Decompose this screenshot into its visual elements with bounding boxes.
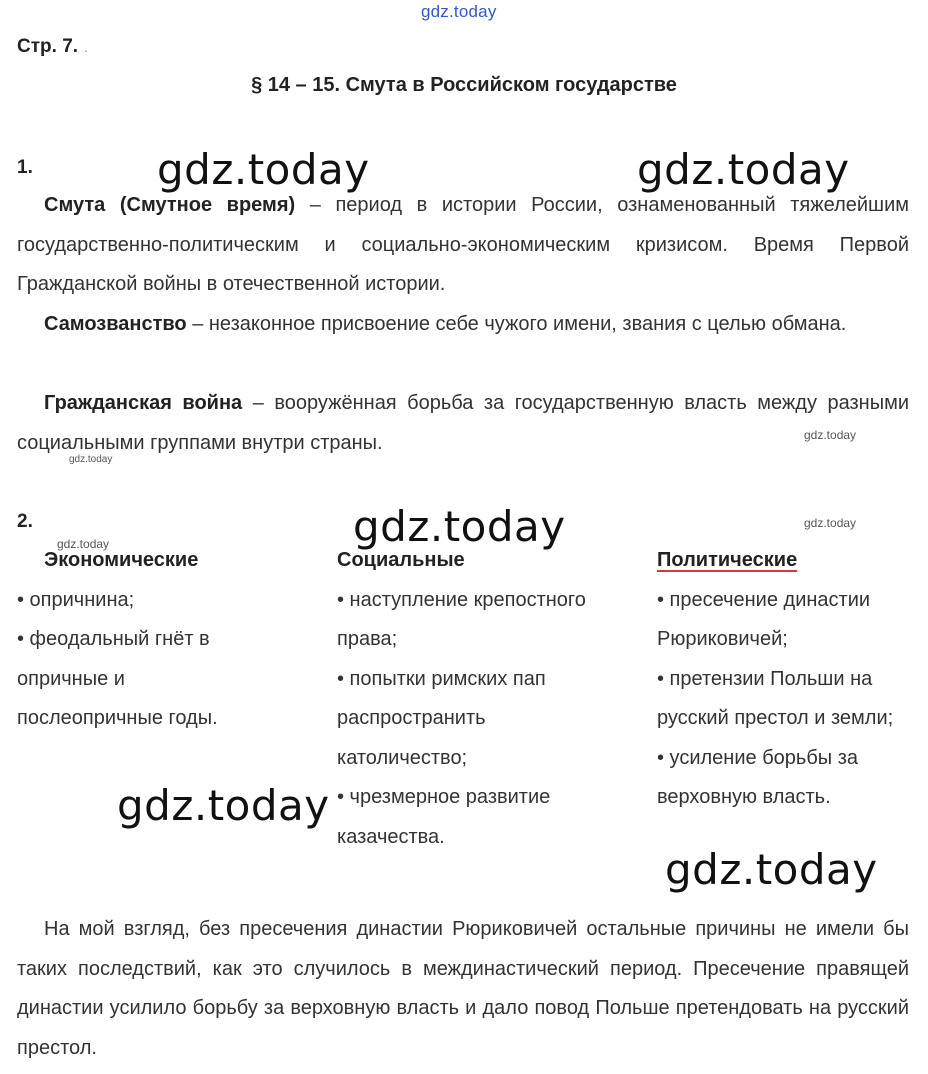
watermark-large-5: gdz.today bbox=[665, 845, 878, 894]
watermark-small-1: gdz.today bbox=[804, 428, 857, 442]
definition-text: – период в истории России, ознаменованный тяжелейшим государственно-политическим и социально-экономическим кризисом. Время Первой Гражданской войны в отечественной истории. bbox=[17, 194, 909, 295]
section-2-number: 2. bbox=[17, 511, 33, 532]
definition-text: – незаконное присвоение себе чужого имени, звания с целью обмана. bbox=[186, 313, 847, 335]
section-1-number: 1. bbox=[17, 157, 33, 178]
page-reference bbox=[17, 36, 88, 58]
column-heading-social: Социальные bbox=[337, 549, 465, 571]
definition-text: – вооружённая борьба за государственную власть между разными социальными группами внутри страны. bbox=[17, 392, 909, 454]
watermark-large-4: gdz.today bbox=[117, 781, 330, 830]
column-social bbox=[337, 541, 597, 857]
definition-smuta bbox=[17, 186, 909, 305]
watermark-large-3: gdz.today bbox=[353, 502, 566, 551]
conclusion-paragraph bbox=[17, 910, 909, 1068]
column-list-social bbox=[337, 581, 597, 858]
list-item: • усиление борьбы за верховную власть. bbox=[657, 746, 858, 808]
conclusion-text: На мой взгляд, без пресечения династии Рюриковичей остальные причины не имели бы таких последствий, как это случилось в междинастический период. Пресечение правящей династии усилило борьбу за верховную власть и дало повод Польше претендовать на русский престол. bbox=[17, 918, 909, 1059]
watermark-large-1: gdz.today bbox=[157, 145, 370, 194]
column-heading-political: Политические bbox=[657, 549, 798, 571]
page-reference-mark: . bbox=[84, 39, 88, 55]
definition-term: Гражданская война bbox=[44, 392, 243, 414]
header-watermark: gdz.today bbox=[421, 2, 497, 21]
list-item: • опричнина; bbox=[17, 588, 135, 611]
watermark-large-2: gdz.today bbox=[637, 145, 850, 194]
definition-term: Самозванство bbox=[44, 313, 187, 335]
list-item: • феодальный гнёт в опричные и послеопричные годы. bbox=[17, 628, 218, 729]
column-list-economic bbox=[17, 581, 297, 739]
column-political bbox=[657, 541, 917, 818]
list-item: • наступление крепостного права; bbox=[337, 588, 586, 650]
page-title: § 14 – 15. Смута в Российском государстве bbox=[251, 74, 677, 96]
watermark-small-3: gdz.today bbox=[804, 516, 857, 530]
definition-civil-war bbox=[17, 384, 909, 463]
watermark-small-4: gdz.today bbox=[57, 537, 110, 551]
list-item: • попытки римских пап распространить католичество; bbox=[337, 667, 546, 769]
list-item: • претензии Польши на русский престол и земли; bbox=[657, 667, 894, 729]
watermark-small-2: gdz.today bbox=[69, 454, 113, 465]
column-economic bbox=[17, 541, 297, 739]
definition-term: Смута (Смутное время) bbox=[44, 194, 296, 216]
list-item: • чрезмерное развитие казачества. bbox=[337, 786, 551, 848]
column-heading-economic: Экономические bbox=[44, 549, 199, 571]
page-reference-label: Стр. 7. bbox=[17, 36, 79, 57]
column-list-political bbox=[657, 581, 917, 818]
definition-samozvanstvo bbox=[17, 305, 909, 345]
list-item: • пресечение династии Рюриковичей; bbox=[657, 588, 871, 650]
